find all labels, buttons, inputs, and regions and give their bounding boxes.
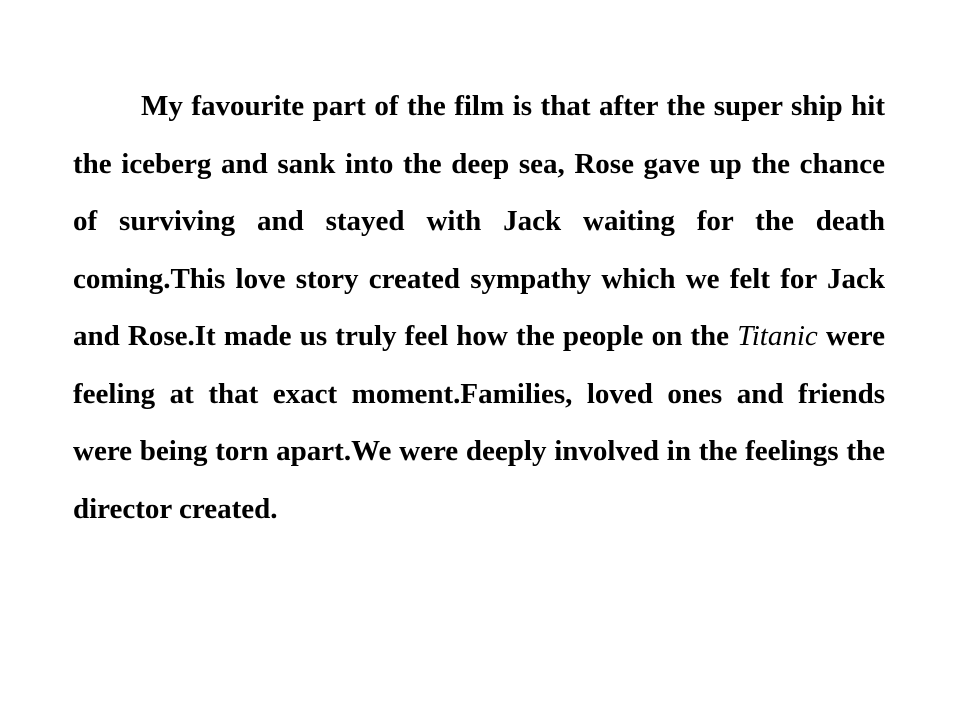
paragraph-text-start: My favourite part of the film is that after the super ship hit the iceberg and sank into the deep sea, Rose gave up the chance of surviving and stayed with Jack waiting for the death coming.This love story created sympathy which we felt for Jack and Rose.It made us truly feel how the people on the <box>73 90 885 352</box>
paragraph-text-end: were feeling at that exact moment.Families, loved ones and friends were being torn apart.We were deeply involved in the feelings the director created. <box>73 320 885 525</box>
film-title: Titanic <box>737 320 818 352</box>
essay-paragraph <box>73 78 885 538</box>
